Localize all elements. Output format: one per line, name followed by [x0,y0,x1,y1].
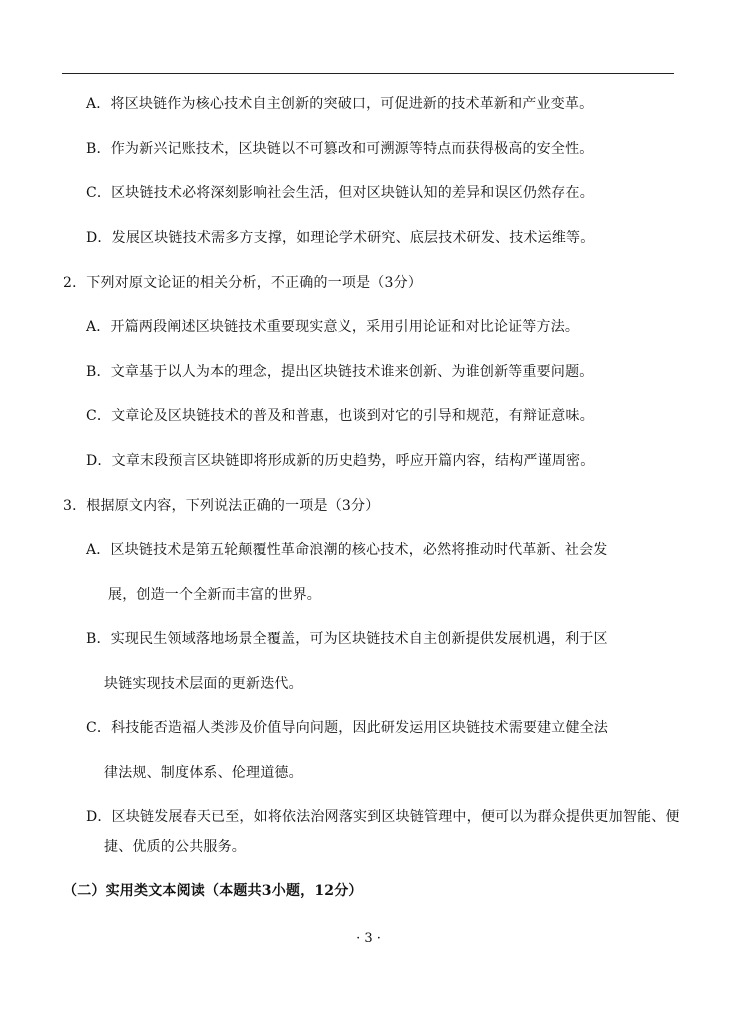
q3-option-d: D．区块链发展春天已至，如将依法治网落实到区块链管理中，便可以为群众提供更加智能、便 [86,809,680,825]
q3-option-a: A．区块链技术是第五轮颠覆性革命浪潮的核心技术，必然将推动时代革新、社会发 [86,542,608,558]
q3-option-b-continued: 块链实现技术层面的更新迭代。 [104,676,303,692]
page-number: · 3 · [356,931,381,946]
q2-option-a: A．开篇两段阐述区块链技术重要现实意义，采用引用论证和对比论证等方法。 [86,319,580,335]
q2-option-d: D．文章末段预言区块链即将形成新的历史趋势，呼应开篇内容，结构严谨周密。 [86,453,595,469]
q1-option-b: B．作为新兴记账技术，区块链以不可篡改和可溯源等特点而获得极高的安全性。 [86,141,594,157]
q3-option-c: C．科技能否造福人类涉及价值导向问题，因此研发运用区块链技术需要建立健全法 [86,720,609,736]
q3-option-a-continued: 展，创造一个全新而丰富的世界。 [108,587,321,603]
q1-option-d: D．发展区块链技术需多方支撑，如理论学术研究、底层技术研发、技术运维等。 [86,230,595,246]
section-heading: （二）实用类文本阅读（本题共3小题，12分） [63,883,363,899]
q2-option-b: B．文章基于以人为本的理念，提出区块链技术谁来创新、为谁创新等重要问题。 [86,364,594,380]
q2-option-c: C．文章论及区块链技术的普及和普惠，也谈到对它的引导和规范，有辩证意味。 [86,408,594,424]
question-2: 2．下列对原文论证的相关分析，不正确的一项是（3分） [63,275,423,291]
header-rule [62,73,674,74]
q3-option-c-continued: 律法规、制度体系、伦理道德。 [104,765,303,781]
question-3: 3．根据原文内容，下列说法正确的一项是（3分） [63,498,380,514]
q1-option-c: C．区块链技术必将深刻影响社会生活，但对区块链认知的差异和误区仍然存在。 [86,185,594,201]
q3-option-d-continued: 捷、优质的公共服务。 [104,839,246,855]
q1-option-a: A．将区块链作为核心技术自主创新的突破口，可促进新的技术革新和产业变革。 [86,96,594,112]
q3-option-b: B．实现民生领域落地场景全覆盖，可为区块链技术自主创新提供发展机遇，利于区 [86,631,608,647]
